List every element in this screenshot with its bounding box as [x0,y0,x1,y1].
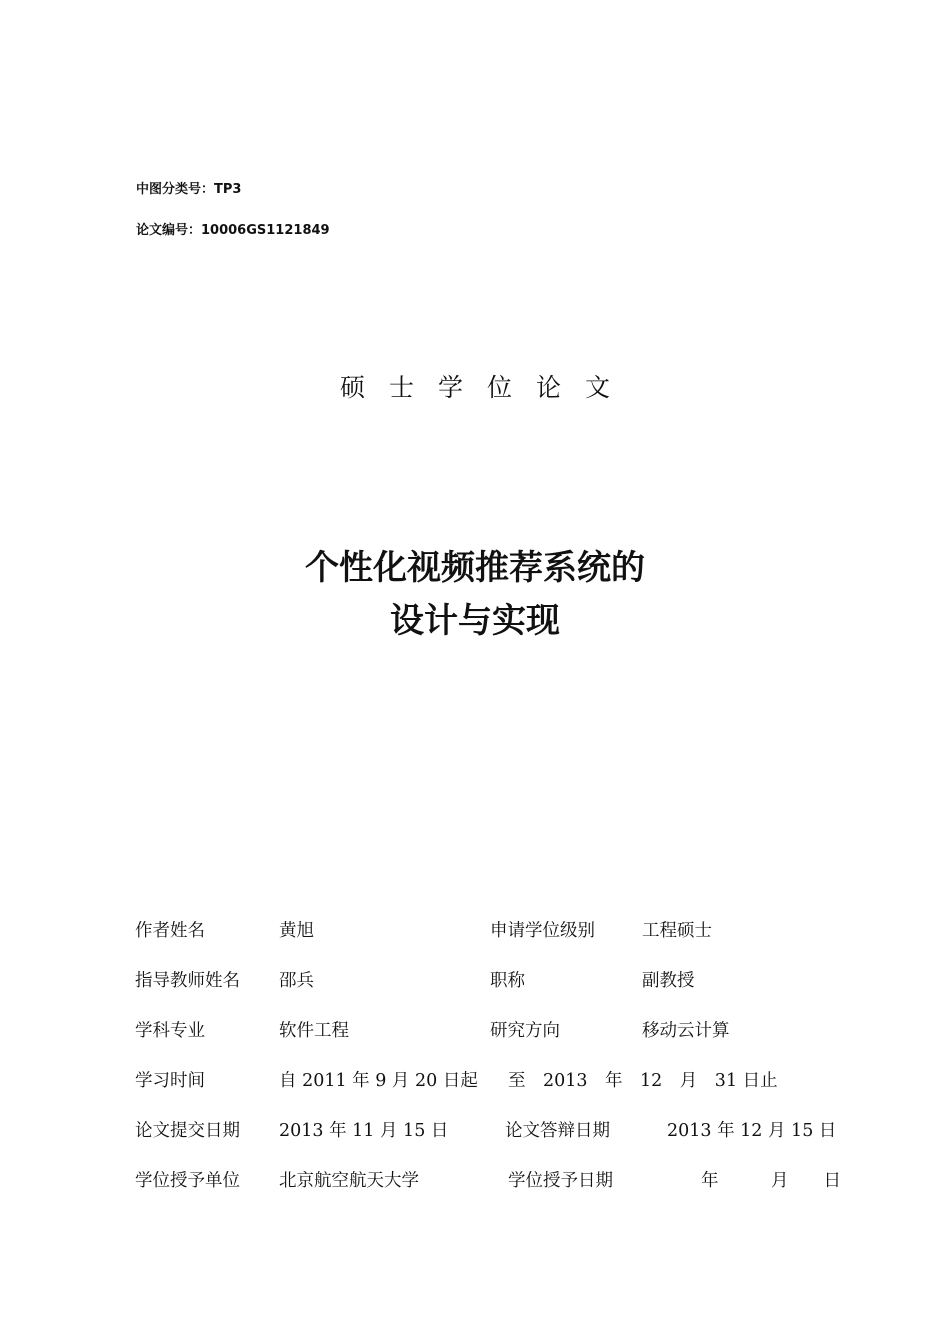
thesis-number: 论文编号：10006GS1121849 [136,223,330,238]
study-time-label: 学习时间 [135,1071,205,1091]
thesis-title-line-1: 个性化视频推荐系统的 [305,548,645,588]
study-time-to: 至 2013 年 12 月 31 日止 [508,1071,778,1091]
defense-date-label: 论文答辩日期 [505,1121,610,1141]
thesis-title-line-2: 设计与实现 [390,601,560,641]
degree-level-label: 申请学位级别 [490,921,595,941]
research-label: 研究方向 [490,1021,560,1041]
classification-number: 中图分类号：TP3 [136,182,242,197]
advisor-value: 邵兵 [279,971,314,991]
major-label: 学科专业 [135,1021,205,1041]
submit-date-value: 2013 年 11 月 15 日 [279,1121,449,1141]
grant-unit-value: 北京航空航天大学 [279,1171,419,1191]
research-value: 移动云计算 [642,1021,730,1041]
grant-date-label: 学位授予日期 [508,1171,613,1191]
degree-level-value: 工程硕士 [642,921,712,941]
study-time-from: 自 2011 年 9 月 20 日起 [279,1071,478,1091]
advisor-label: 指导教师姓名 [135,971,240,991]
degree-type-heading: 硕士学位论文 [339,373,634,402]
grant-unit-label: 学位授予单位 [135,1171,240,1191]
author-value: 黄旭 [279,921,314,941]
advisor-title-label: 职称 [490,971,525,991]
submit-date-label: 论文提交日期 [135,1121,240,1141]
advisor-title-value: 副教授 [642,971,695,991]
major-value: 软件工程 [279,1021,349,1041]
author-label: 作者姓名 [135,921,205,941]
defense-date-value: 2013 年 12 月 15 日 [667,1121,837,1141]
grant-date-value: 年 月 日 [701,1171,841,1191]
